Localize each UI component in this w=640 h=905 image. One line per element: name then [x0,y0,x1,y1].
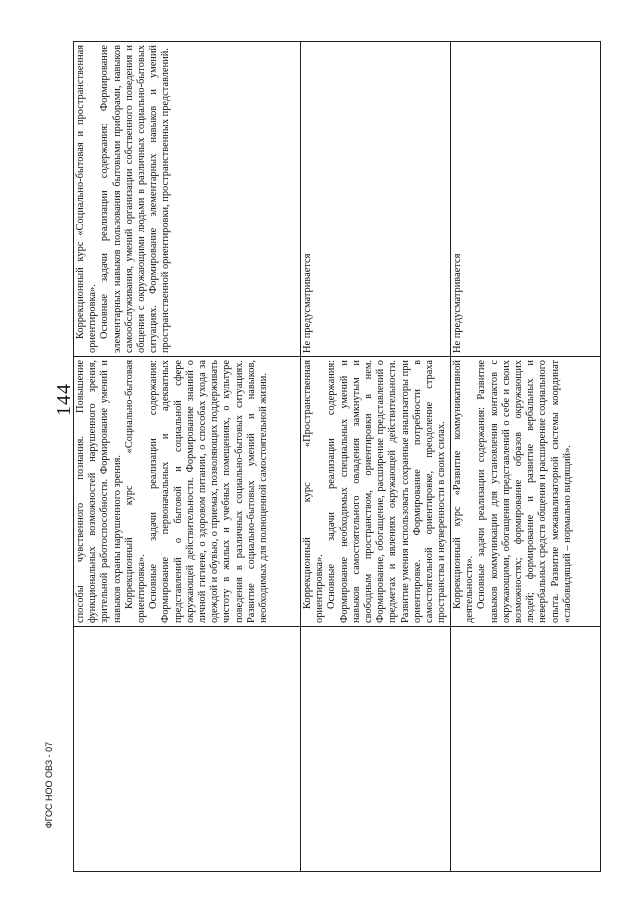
paragraph: Коррекционный курс «Пространственная ориентировка». [302,360,326,623]
paragraph: Основные задачи реализации содержания: Развитие навыков коммуникации для установления контактов с окружающими, обогащения представлений о себе и своих возможностях; формирование образов окружающих людей; формирование и развитие вербальных и невербальных средств общения и расширение социального опыта. Развитие межанализаторной системы координат «слабовидящий – нормально видящий». [476,360,573,623]
table-cell-empty [451,627,601,872]
paragraph: Коррекционный курс «Развитие коммуникативной деятельности». [452,360,476,623]
paragraph: Не предусматривается [452,253,463,353]
paragraph: Основные задачи реализации содержания: Формирование первоначальных и адекватных представлений о бытовой и социальной сфере окружающей действительности. Формирование знаний о личной гигиене, о здоровом питании, о способах ухода за одеждой и обувью, о приемах, позволяющих поддерживать чистоту в жилых и учебных помещениях, о культуре поведения в различных социально-бытовых ситуациях. Развитие социально-бытовых умений и навыков, необходимых для полноценной самостоятельной жизни. [148,360,270,623]
table-row [301,42,451,872]
table-cell-course-description [451,357,601,627]
paragraph: Основные задачи реализации содержания: Формирование необходимых специальных умений и навыков самостоятельного овладения замкнутым и свободным пространством, ориентировки в нем. Формирование, обогащение, расширение представлений о предметах и явлениях окружающей действительности. Развитие умения использовать сохранные анализаторы при ориентировке. Формирование потребности в самостоятельной ориентировке, преодоление страха пространства и неуверенности в своих силах. [326,360,448,623]
footer-document-code: ФГОС НОО ОВЗ - 07 [44,741,55,829]
page-number: 144 [53,383,75,416]
table-cell-course-description [74,357,301,627]
table-cell-course-description [301,357,451,627]
table-cell-empty [301,627,451,872]
table-row [74,42,301,872]
curriculum-table [73,41,601,872]
paragraph: Коррекционный курс «Социально-бытовая ориентировка». [123,360,148,623]
rotated-table-container [73,42,600,872]
table-cell-course-description [74,42,301,357]
paragraph: Коррекционный курс «Социально-бытовая и пространственная ориентировка». [75,45,99,353]
paragraph: способы чувственного познания. Повышение функциональных возможностей нарушенного зрения, зрительной работоспособности. Формирование умений и навыков охраны нарушенного зрения. [75,360,123,623]
paragraph: Основные задачи реализации содержания: Формирование элементарных навыков пользования бытовыми приборами, навыков самообслуживания, умений организации собственного поведения и общения с окружающими людьми в различных социально-бытовых ситуациях. Формирование элементарных навыков и умений пространственной ориентировки, пространственных представлений. [99,45,172,353]
table-cell-not-provided [301,42,451,357]
paragraph: Не предусматривается [302,253,313,353]
table-row [451,42,601,872]
table-cell-not-provided [451,42,601,357]
table-cell-empty [74,627,301,872]
